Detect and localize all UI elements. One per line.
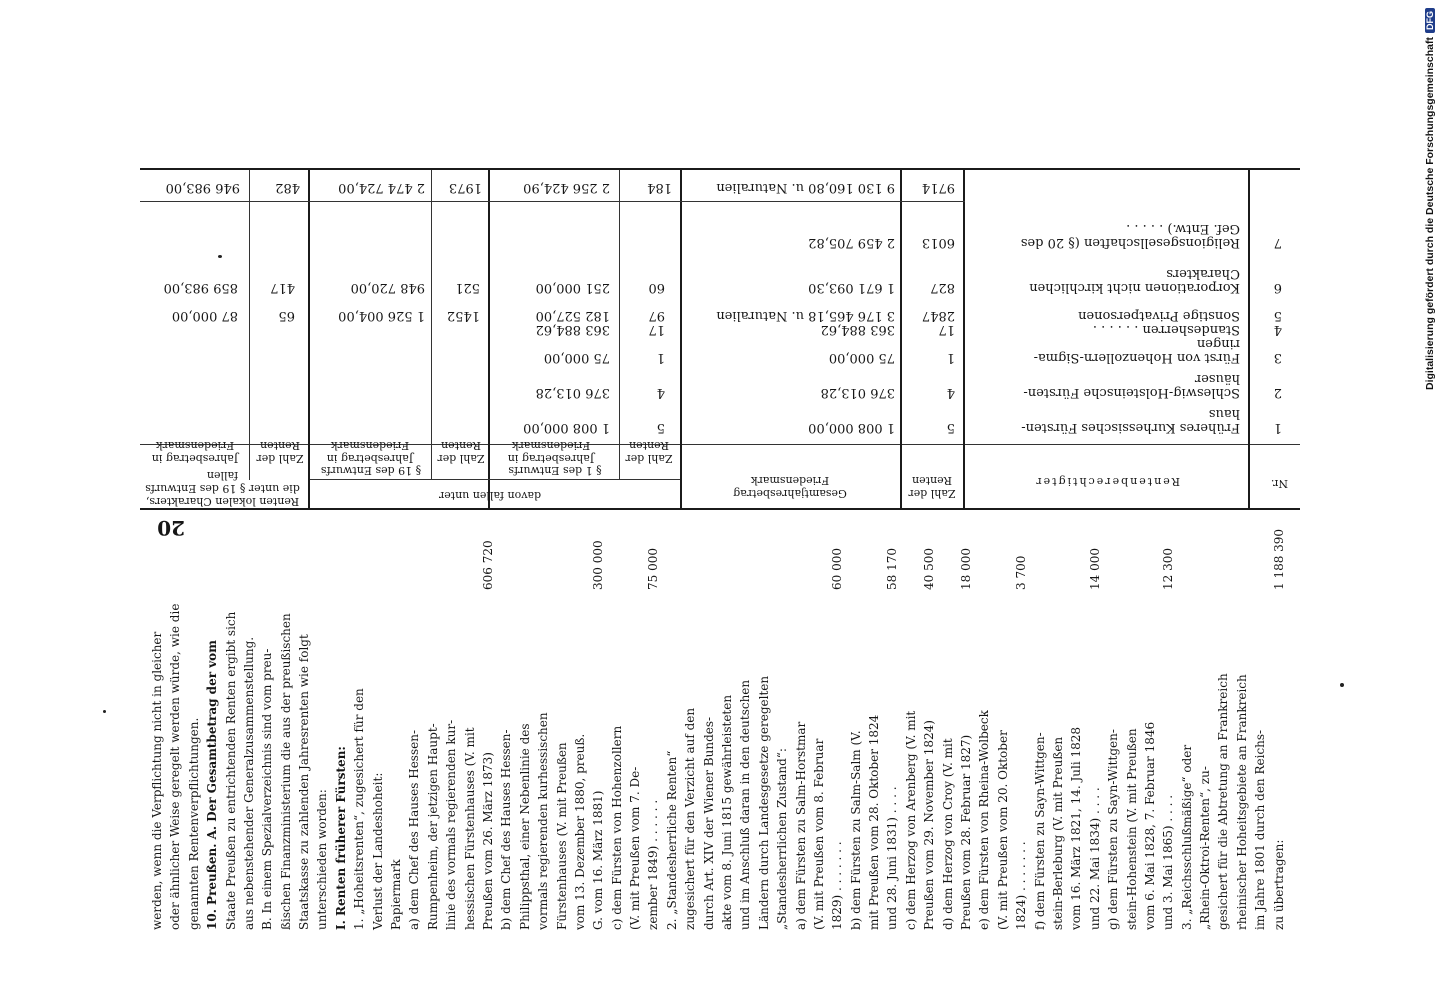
item-1: [371, 530, 385, 930]
row-nr: 6: [1273, 280, 1282, 295]
currency-label-line: Papiermark: [389, 859, 404, 930]
total-p1-betrag: 2 256 424,90: [523, 180, 610, 195]
header-lok-zahl: Zahl der Renten: [256, 439, 304, 465]
row-zahl: 6013: [921, 235, 955, 250]
lead-text: [150, 530, 164, 930]
paragraph-b: [260, 530, 274, 930]
item-2-line: Ländern durch Landesgesetze geregelten: [756, 675, 771, 930]
item-1-line: 1. „Hoheitsrenten“, zugesichert für den: [352, 688, 367, 930]
item-3-line: „Rhein-Oktroi-Renten“, zu-: [1198, 766, 1213, 930]
item-3: [1253, 530, 1267, 930]
entry-text-line: (V. mit Preußen vom 7. De-: [628, 766, 643, 930]
entry-text: [1125, 530, 1139, 930]
item-1-line: Verlust der Landeshoheit:: [370, 772, 385, 930]
row-lok-betrag: 87 000,00: [171, 308, 238, 323]
entry-text: [1051, 530, 1065, 930]
header-lok-betrag: Jahresbetrag in Friedensmark: [151, 439, 239, 465]
row-berechtigter: Früheres Kurhessisches Fürsten-: [1021, 420, 1240, 435]
entry-text: [610, 530, 624, 930]
entry-text: [867, 530, 881, 930]
total-p19-zahl: 1973: [448, 180, 482, 195]
entry-text: [830, 530, 844, 930]
paragraph-b-line: unterschieden worden:: [315, 789, 330, 930]
entry-text-line: und 3. Mai 1865) . . . .: [1161, 794, 1176, 930]
item-2-line: 2. „Standesherrliche Renten“: [664, 750, 679, 930]
lead-text: [187, 530, 201, 930]
row-berechtigter: Korporationen nicht kirchlichen: [1029, 280, 1240, 295]
entry-text: [977, 530, 991, 930]
item-3-line: im Jahre 1801 durch den Reichs-: [1253, 729, 1268, 930]
entry-text: [628, 530, 642, 930]
row-p1-betrag: 75 000,00: [543, 350, 610, 365]
item-2: [683, 530, 697, 930]
row-p1-betrag: 182 527,00: [535, 308, 610, 323]
paragraph-b: [315, 530, 329, 930]
entry-text-line: vom 16. März 1821, 14. Juli 1828: [1069, 726, 1084, 930]
row-berechtigter: Religionsgesellschaften (§ 20 des: [1020, 235, 1240, 250]
row-gesamt: 2 459 705,82: [808, 235, 895, 250]
item-2: [738, 530, 752, 930]
entry-text-line: Preußen vom 29. November 1824): [922, 720, 937, 930]
entry-text-line: b) dem Fürsten zu Salm-Salm (V.: [848, 730, 863, 930]
entry-text: [481, 530, 495, 930]
paragraph-10: [242, 530, 256, 930]
header-rentenberechtigter: Rentenberechtigter: [1034, 475, 1180, 488]
entry-text: [959, 530, 973, 930]
entry-text-line: und 22. Mai 1834) . . . .: [1087, 787, 1102, 930]
amount-value: 300 000: [591, 540, 606, 590]
row-berechtigter: haus: [1208, 406, 1240, 421]
row-p1-zahl: 97: [648, 308, 665, 323]
page-number: 20: [157, 516, 185, 540]
entry-text-line: a) dem Chef des Hauses Hessen-: [407, 730, 422, 930]
row-nr: 3: [1273, 350, 1282, 365]
row-nr: 7: [1273, 235, 1282, 250]
paragraph-b-line: ßischen Finanzministerium die aus der preußischen: [278, 613, 293, 930]
total-lok-betrag: 946 983,00: [165, 180, 240, 195]
amount-value: 606 720: [480, 540, 495, 590]
entry-text-line: vom 13. Dezember 1880, preuß.: [572, 733, 587, 930]
row-gesamt: 75 000,00: [828, 350, 895, 365]
row-berechtigter: Schleswig-Holsteinsche Fürsten-: [1023, 385, 1240, 400]
amount-value: 18 000: [959, 548, 974, 590]
row-p1-betrag: 376 013,28: [535, 385, 610, 400]
paragraph-10: [205, 530, 219, 930]
row-p1-zahl: 1: [656, 350, 665, 365]
item-3: [1180, 530, 1194, 930]
item-2-line: akte vom 8. Juni 1815 gewährleisteten: [720, 694, 734, 930]
entry-text-line: und 28. Juni 1831) . . . .: [885, 786, 900, 930]
amount-value: 12 300: [1161, 548, 1176, 590]
entry-text: [849, 530, 863, 930]
entry-text: [922, 530, 936, 930]
header-nr: Nr.: [1270, 477, 1288, 490]
entry-text: [941, 530, 955, 930]
entry-text-line: e) dem Fürsten von Rheina-Wolbeck: [977, 710, 992, 930]
entry-text: [444, 530, 458, 930]
amount-value: 60 000: [830, 548, 845, 590]
row-zahl: 4: [946, 385, 955, 400]
lead-text-line: oder ähnlicher Weise geregelt werden würde, wie die: [168, 603, 183, 930]
entry-text: [499, 530, 513, 930]
carry-label-line: zu übertragen:: [1271, 839, 1286, 930]
item-3-line: rheinischer Hoheitsgebiete an Frankreich: [1234, 674, 1249, 930]
row-berechtigter: Gef. Entw.) . . . . .: [1126, 221, 1240, 236]
row-p1-betrag: 1 008 000,00: [523, 420, 610, 435]
paragraph-10-line: 10. Preußen. A. Der Gesamtbetrag der vom: [205, 640, 220, 930]
digitization-note: [1404, 10, 1436, 390]
row-nr: 2: [1273, 385, 1282, 400]
row-zahl: 17: [938, 322, 955, 337]
row-nr: 4: [1273, 322, 1282, 337]
entry-text: [1088, 530, 1102, 930]
entry-text-line: stein-Hohenstein (V. mit Preußen: [1124, 728, 1139, 930]
entry-text-line: stein-Berleburg (V. mit Preußen: [1050, 736, 1065, 930]
item-2: [775, 530, 789, 930]
entry-text-line: hessischen Fürstenhauses (V. mit: [462, 727, 477, 930]
entry-text-line: Rumpenheim, der jetzigen Haupt-: [425, 723, 440, 930]
row-lok-zahl: 417: [270, 280, 295, 295]
entry-text-line: Preußen vom 28. Februar 1827): [959, 734, 974, 930]
scan-speck: [1340, 683, 1344, 687]
scan-speck: [103, 710, 106, 713]
row-berechtigter: ringen: [1196, 336, 1240, 351]
entry-text: [904, 530, 918, 930]
entry-text-line: a) dem Fürsten zu Salm-Horstmar: [793, 721, 808, 930]
row-nr: 5: [1273, 308, 1282, 323]
entry-text: [812, 530, 826, 930]
row-p19-betrag: 1 526 004,00: [338, 308, 425, 323]
total-gesamt: 9 130 160,80 u. Naturalien: [716, 180, 895, 195]
entry-text: [1106, 530, 1120, 930]
item-2-line: „Standesherrlichen Zustand“:: [775, 748, 790, 930]
paragraph-10: [224, 530, 238, 930]
row-berechtigter: Sonstige Privatpersonen: [1078, 308, 1240, 323]
entry-text-line: linie des vormals regierenden kur-: [444, 719, 459, 930]
row-p1-betrag: 363 884,62: [535, 322, 610, 337]
amount-value: 14 000: [1087, 548, 1102, 590]
header-davon: davon fallen unter: [438, 489, 542, 502]
header-lokal: Renten lokalen Charakters, die unter § 19 des Entwurfs fallen: [145, 469, 300, 508]
entry-text: [1161, 530, 1175, 930]
row-lok-zahl: 65: [278, 308, 295, 323]
row-gesamt: 363 884,62: [820, 322, 895, 337]
digitization-text: Digitalisierung gefördert durch die Deutsche Forschungsgemeinschaft: [1424, 37, 1436, 390]
entry-text-line: g) dem Fürsten zu Sayn-Wittgen-: [1106, 729, 1121, 930]
row-gesamt: 3 176 465,18 u. Naturalien: [716, 308, 895, 323]
lead-text-line: werden, wenn die Verpflichtung nicht in gleicher: [150, 631, 164, 930]
item-3-line: 3. „Reichsschlußmäßige“ oder: [1179, 744, 1194, 930]
dfg-logo: DFG: [1425, 8, 1435, 33]
row-lok-betrag: 859 983,00: [163, 280, 238, 295]
header-p19-zahl: Zahl der Renten: [437, 439, 485, 465]
row-zahl: 5: [946, 420, 955, 435]
item-1: [352, 530, 366, 930]
entry-text: [591, 530, 605, 930]
paragraph-10-line: Staate Preußen zu entrichtenden Renten ergibt sich: [223, 611, 238, 930]
entry-text-line: 1829) . . . . . . .: [830, 841, 845, 930]
entry-text: [1143, 530, 1157, 930]
row-zahl: 827: [930, 280, 955, 295]
row-p19-zahl: 521: [455, 280, 480, 295]
amount-value: 58 170: [885, 548, 900, 590]
row-p1-zahl: 5: [656, 420, 665, 435]
entry-text: [1069, 530, 1083, 930]
entry-text: [996, 530, 1010, 930]
header-zahl: Zahl der Renten: [908, 474, 956, 500]
entry-text: [885, 530, 899, 930]
entry-text-line: vormals regierenden kurhessischen: [536, 712, 551, 930]
item-2: [702, 530, 716, 930]
row-p1-zahl: 60: [648, 280, 665, 295]
entry-text-line: (V. mit Preußen vom 8. Februar: [811, 738, 826, 930]
row-gesamt: 1 671 093,30: [808, 280, 895, 295]
carry-label: [1272, 530, 1286, 930]
entry-text-line: Preußen vom 26. März 1873): [480, 752, 495, 930]
lead-text-line: genannten Rentenverpflichtungen.: [186, 717, 201, 930]
amount-value: 75 000: [646, 548, 661, 590]
entry-text: [646, 530, 660, 930]
scan-speck: [218, 255, 222, 258]
row-berechtigter: häuser: [1194, 371, 1240, 386]
header-gesamt: Gesamtjahresbetrag Friedensmark: [733, 474, 847, 500]
item-3: [1216, 530, 1230, 930]
row-p1-zahl: 4: [656, 385, 665, 400]
item-2-line: und im Anschluß daran in den deutschen: [738, 679, 753, 930]
row-gesamt: 1 008 000,00: [808, 420, 895, 435]
header-p19: § 19 des Entwurfs: [320, 464, 422, 477]
row-nr: 1: [1273, 420, 1282, 435]
paragraph-b: [279, 530, 293, 930]
item-3-line: gesichert für die Abtretung an Frankreich: [1216, 673, 1231, 930]
amount-value: 1 188 390: [1271, 528, 1286, 590]
entry-text-line: f) dem Fürsten zu Sayn-Wittgen-: [1032, 732, 1047, 930]
row-p1-zahl: 17: [648, 322, 665, 337]
row-p1-betrag: 251 000,00: [535, 280, 610, 295]
header-p1: § 1 des Entwurfs: [508, 464, 602, 477]
row-zahl: 1: [946, 350, 955, 365]
total-zahl: 9714: [921, 180, 955, 195]
total-p1-zahl: 184: [647, 180, 672, 195]
entry-text-line: c) dem Herzog von Arenberg (V. mit: [903, 710, 918, 930]
item-2: [720, 530, 734, 930]
paragraph-b-line: Staatskasse zu zahlenden Jahresrenten wie folgt: [297, 634, 312, 930]
entry-text-line: c) dem Fürsten von Hohenzollern: [609, 725, 624, 930]
entry-text: [573, 530, 587, 930]
total-p19-betrag: 2 474 724,00: [338, 180, 425, 195]
rotated-document-page: [120, 80, 1300, 940]
header-p1-betrag: Jahresbetrag in Friedensmark: [507, 439, 595, 465]
section-title-line: I. Renten früherer Fürsten:: [333, 746, 348, 930]
row-p19-betrag: 948 720,00: [350, 280, 425, 295]
amount-value: 3 700: [1014, 555, 1029, 590]
entry-text: [794, 530, 808, 930]
header-p1-zahl: Zahl der Renten: [625, 439, 673, 465]
entry-text-line: zember 1849) . . . . . .: [646, 799, 661, 930]
item-2-line: durch Art. XIV der Wiener Bundes-: [701, 716, 716, 930]
item-2-line: zugesichert für den Verzicht auf den: [683, 707, 698, 930]
entry-text: [555, 530, 569, 930]
entry-text: [463, 530, 477, 930]
entry-text-line: b) dem Chef des Hauses Hessen-: [499, 729, 514, 930]
paragraph-10-line: aus nebenstehender Generalzusammenstellung.: [241, 636, 256, 930]
row-berechtigter: Standesherren . . . . . .: [1092, 322, 1240, 337]
currency-label: [389, 530, 403, 930]
paragraph-b-line: B. In einem Spezialverzeichnis sind vom preu-: [260, 648, 275, 930]
header-p19-betrag: Jahresbetrag in Friedensmark: [326, 439, 414, 465]
entry-text-line: mit Preußen vom 28. Oktober 1824: [867, 714, 882, 930]
row-berechtigter: Charakters: [1166, 266, 1240, 281]
entry-text-line: vom 6. Mai 1828, 7. Februar 1846: [1142, 721, 1157, 930]
row-gesamt: 376 013,28: [820, 385, 895, 400]
entry-text-line: 1824) . . . . . . .: [1014, 841, 1029, 930]
paragraph-b: [297, 530, 311, 930]
entry-text: [536, 530, 550, 930]
row-berechtigter: Fürst von Hohenzollern-Sigma-: [1033, 350, 1240, 365]
total-lok-zahl: 482: [275, 180, 300, 195]
item-2: [757, 530, 771, 930]
row-p19-zahl: 1452: [446, 308, 480, 323]
section-title: [334, 530, 348, 930]
lead-text: [168, 530, 182, 930]
entry-text-line: (V. mit Preußen vom 20. Oktober: [995, 730, 1010, 930]
entry-text-line: G. vom 16. März 1881): [591, 790, 606, 930]
row-zahl: 2847: [921, 308, 955, 323]
entry-text-line: Philippsthal, einer Nebenlinie des: [517, 723, 532, 930]
entry-text: [426, 530, 440, 930]
entry-text: [1014, 530, 1028, 930]
entry-text: [1033, 530, 1047, 930]
item-2: [665, 530, 679, 930]
amount-value: 40 500: [922, 548, 937, 590]
entry-text: [407, 530, 421, 930]
entry-text-line: Fürstenhauses (V. mit Preußen: [554, 742, 569, 930]
item-3: [1235, 530, 1249, 930]
item-3: [1198, 530, 1212, 930]
entry-text: [518, 530, 532, 930]
entry-text-line: d) dem Herzog von Croy (V. mit: [940, 738, 955, 930]
